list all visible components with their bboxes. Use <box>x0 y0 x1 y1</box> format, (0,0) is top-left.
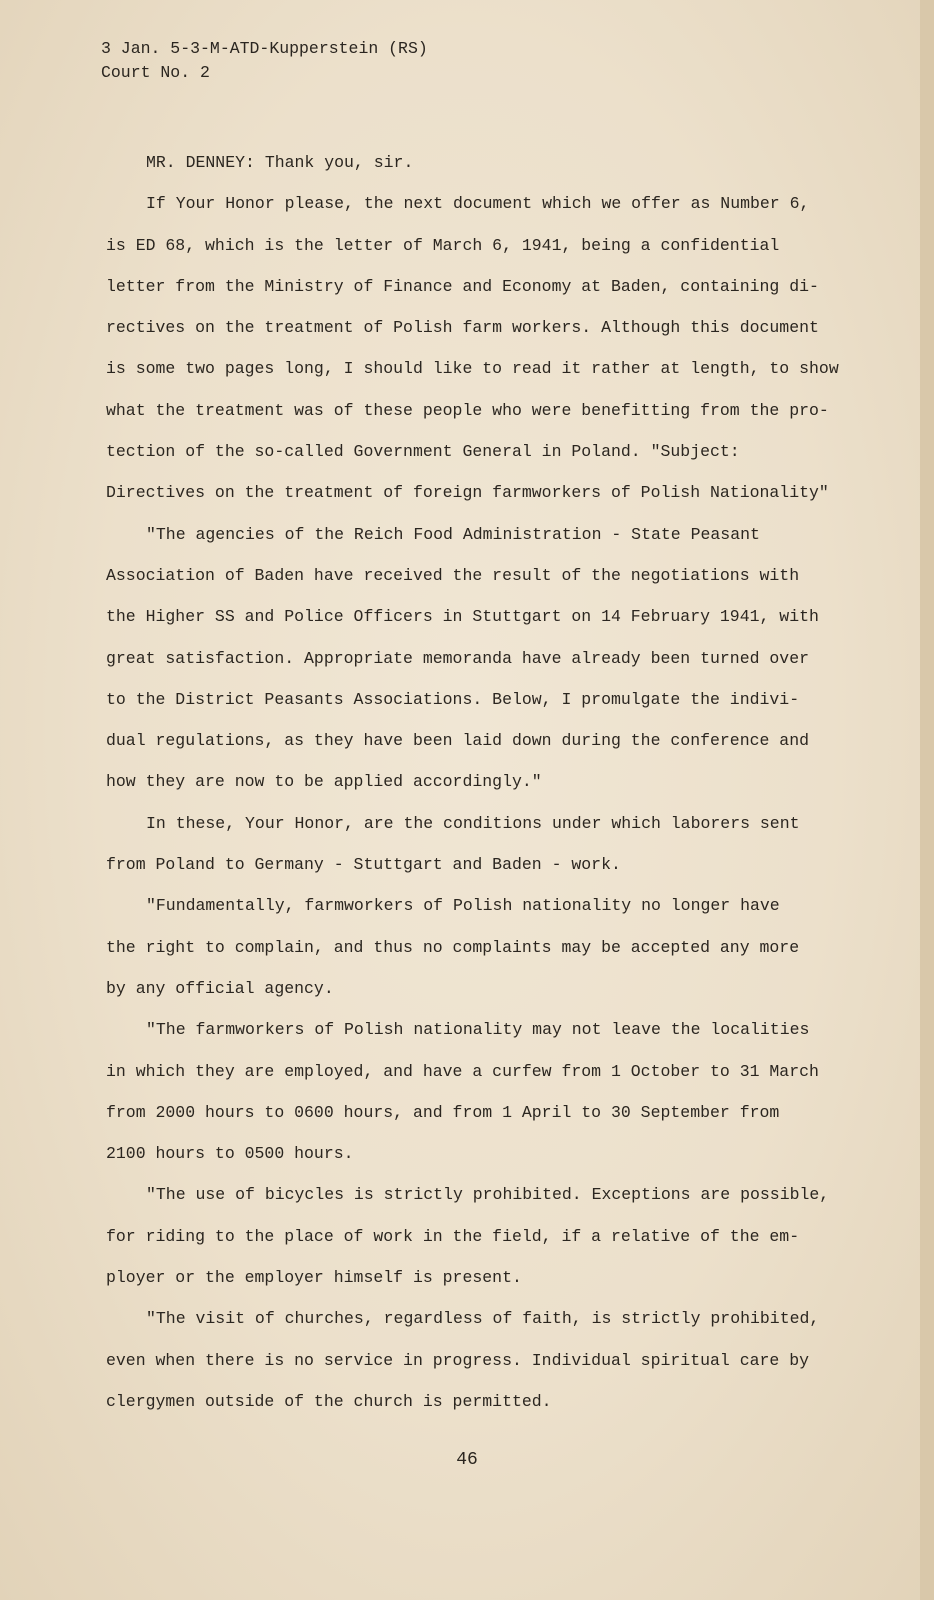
text-line: rectives on the treatment of Polish farm workers. Although this document <box>106 318 819 338</box>
text-line: clergymen outside of the church is permitted. <box>106 1391 552 1411</box>
text-line: ployer or the employer himself is present. <box>106 1268 522 1288</box>
header-date-reference: 3 Jan. 5-3-M-ATD-Kupperstein (RS) <box>101 39 428 58</box>
page-edge <box>920 0 934 1600</box>
text-line: how they are now to be applied accordingly." <box>106 772 542 792</box>
text-line: to the District Peasants Associations. Below, I promulgate the indivi- <box>106 689 800 709</box>
text-line: what the treatment was of these people who were benefitting from the pro- <box>106 400 829 420</box>
header-court-number: Court No. 2 <box>101 63 210 82</box>
transcript-header <box>101 37 428 85</box>
text-line: even when there is no service in progress. Individual spiritual care by <box>106 1350 810 1370</box>
text-line: the right to complain, and thus no complaints may be accepted any more <box>106 937 800 957</box>
text-line: Association of Baden have received the result of the negotiations with <box>106 565 800 585</box>
text-line: "The visit of churches, regardless of faith, is strictly prohibited, <box>146 1309 820 1329</box>
text-line: If Your Honor please, the next document which we offer as Number 6, <box>146 194 810 214</box>
text-line: from Poland to Germany - Stuttgart and Baden - work. <box>106 855 621 875</box>
text-line: "The agencies of the Reich Food Administration - State Peasant <box>146 524 760 544</box>
text-line: great satisfaction. Appropriate memoranda have already been turned over <box>106 648 810 668</box>
text-line: for riding to the place of work in the field, if a relative of the em- <box>106 1226 800 1246</box>
text-line: the Higher SS and Police Officers in Stuttgart on 14 February 1941, with <box>106 607 819 627</box>
text-line: MR. DENNEY: Thank you, sir. <box>146 153 414 172</box>
text-line: is ED 68, which is the letter of March 6, 1941, being a confidential <box>106 235 780 255</box>
text-line: dual regulations, as they have been laid down during the conference and <box>106 731 810 751</box>
text-line: Directives on the treatment of foreign farmworkers of Polish Nationality" <box>106 483 829 503</box>
transcript-body <box>106 142 876 1422</box>
text-line: is some two pages long, I should like to read it rather at length, to show <box>106 359 839 379</box>
text-line: tection of the so-called Government General in Poland. "Subject: <box>106 442 740 462</box>
page-number: 46 <box>456 1450 478 1470</box>
text-line: in which they are employed, and have a curfew from 1 October to 31 March <box>106 1061 819 1081</box>
text-line: from 2000 hours to 0600 hours, and from 1 April to 30 September from <box>106 1102 780 1122</box>
text-line: "The farmworkers of Polish nationality may not leave the localities <box>146 1020 810 1040</box>
text-line: by any official agency. <box>106 978 334 998</box>
text-line: letter from the Ministry of Finance and Economy at Baden, containing di- <box>106 276 819 296</box>
text-line: In these, Your Honor, are the conditions under which laborers sent <box>146 813 800 833</box>
text-line: "The use of bicycles is strictly prohibited. Exceptions are possible, <box>146 1185 830 1205</box>
text-line: "Fundamentally, farmworkers of Polish nationality no longer have <box>146 896 780 916</box>
text-line: 2100 hours to 0500 hours. <box>106 1144 354 1164</box>
